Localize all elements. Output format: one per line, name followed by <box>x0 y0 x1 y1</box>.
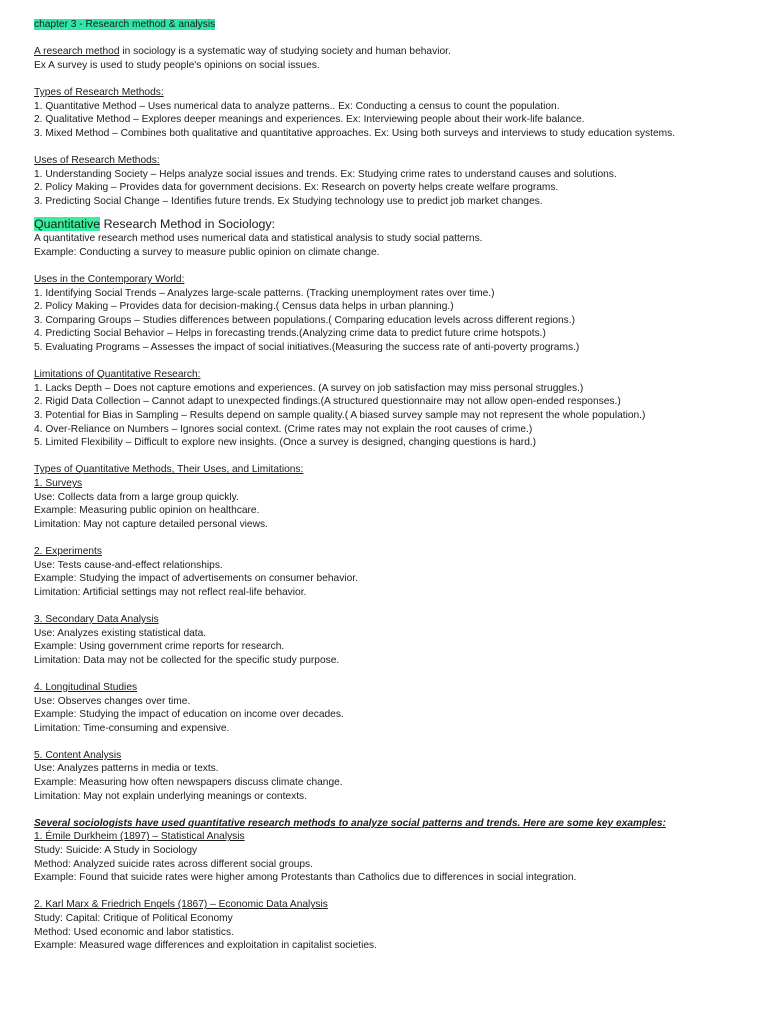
contemporary-item: 4. Predicting Social Behavior – Helps in forecasting trends.(Analyzing crime data to predict future crime hotspots.) <box>34 328 546 340</box>
chapter-title-text: chapter 3 - Research method & analysis <box>34 19 216 30</box>
chapter-title <box>34 18 768 32</box>
quant-example: Example: Conducting a survey to measure public opinion on climate change. <box>34 246 380 258</box>
sociologist-method: Method: Analyzed suicide rates across different social groups. <box>34 858 313 870</box>
method-example: Example: Studying the impact of education on income over decades. <box>34 709 344 721</box>
contemporary-item: 3. Comparing Groups – Studies differences between populations.( Comparing education levels across different regions.) <box>34 314 575 326</box>
types-item: 1. Quantitative Method – Uses numerical data to analyze patterns.. Ex: Conducting a census to count the population. <box>34 100 560 112</box>
contemporary-heading: Uses in the Contemporary World: <box>34 274 185 286</box>
method-example: Example: Using government crime reports for research. <box>34 641 285 653</box>
intro-rest: in sociology is a systematic way of studying society and human behavior. <box>119 46 451 58</box>
sociologist-example: Example: Measured wage differences and exploitation in capitalist societies. <box>34 940 377 952</box>
types-item: 2. Qualitative Method – Explores deeper meanings and experiences. Ex: Interviewing people about their work-life balance. <box>34 114 585 126</box>
method-title: 2. Experiments <box>34 545 102 557</box>
method-limitation: Limitation: Data may not be collected for the specific study purpose. <box>34 654 340 666</box>
method-title: 5. Content Analysis <box>34 749 122 761</box>
method-example: Example: Measuring how often newspapers discuss climate change. <box>34 777 343 789</box>
contemporary-item: 2. Policy Making – Provides data for decision-making.( Census data helps in urban planning.) <box>34 301 454 313</box>
method-limitation: Limitation: Artificial settings may not reflect real-life behavior. <box>34 586 307 598</box>
method-use: Use: Tests cause-and-effect relationships. <box>34 559 223 571</box>
sociologists-heading: Several sociologists have used quantitative research methods to analyze social patterns and trends. Here are some key examples: <box>34 817 666 829</box>
quant-heading-rest: Research Method in Sociology: <box>100 217 276 232</box>
quant-definition: A quantitative research method uses numerical data and statistical analysis to study social patterns. <box>34 233 483 245</box>
method-use: Use: Observes changes over time. <box>34 695 191 707</box>
limitations-item: 3. Potential for Bias in Sampling – Results depend on sample quality.( A biased survey sample may not represent the whole population.) <box>34 410 646 422</box>
types-item: 3. Mixed Method – Combines both qualitative and quantitative approaches. Ex: Using both surveys and interviews to study education systems. <box>34 127 676 139</box>
uses-item: 3. Predicting Social Change – Identifies future trends. Ex Studying technology use to predict job market changes. <box>34 195 543 207</box>
limitations-item: 4. Over-Reliance on Numbers – Ignores social context. (Crime rates may not explain the root causes of crime.) <box>34 423 533 435</box>
contemporary-item: 1. Identifying Social Trends – Analyzes large-scale patterns. (Tracking unemployment rates over time.) <box>34 287 495 299</box>
sociologist-study: Study: Suicide: A Study in Sociology <box>34 845 198 857</box>
method-use: Use: Analyzes patterns in media or texts. <box>34 763 219 775</box>
quant-heading <box>34 216 768 232</box>
uses-item: 1. Understanding Society – Helps analyze social issues and trends. Ex: Studying crime rates to understand causes and solutions. <box>34 168 617 180</box>
method-title: 4. Longitudinal Studies <box>34 681 138 693</box>
limitations-item: 5. Limited Flexibility – Difficult to explore new insights. (Once a survey is designed, changing questions is hard.) <box>34 437 537 449</box>
limitations-item: 2. Rigid Data Collection – Cannot adapt to unexpected findings.(A structured questionnaire may not allow open-ended responses.) <box>34 396 621 408</box>
methods-heading: Types of Quantitative Methods, Their Uses, and Limitations: <box>34 464 304 476</box>
intro-example: Ex A survey is used to study people's opinions on social issues. <box>34 59 320 71</box>
sociologist-study: Study: Capital: Critique of Political Economy <box>34 913 233 924</box>
method-limitation: Limitation: May not capture detailed personal views. <box>34 518 268 530</box>
method-limitation: Limitation: Time-consuming and expensive. <box>34 722 230 734</box>
method-limitation: Limitation: May not explain underlying meanings or contexts. <box>34 790 307 802</box>
method-example: Example: Studying the impact of advertisements on consumer behavior. <box>34 573 358 585</box>
limitations-heading: Limitations of Quantitative Research: <box>34 369 201 381</box>
method-title: 1. Surveys <box>34 478 83 489</box>
types-heading: Types of Research Methods: <box>34 86 164 98</box>
sociologist-example: Example: Found that suicide rates were higher among Protestants than Catholics due to differences in social integration. <box>34 872 577 884</box>
limitations-item: 1. Lacks Depth – Does not capture emotions and experiences. (A survey on job satisfaction may miss personal struggles.) <box>34 382 584 394</box>
intro-definition <box>34 45 768 59</box>
method-use: Use: Analyzes existing statistical data. <box>34 627 207 639</box>
uses-heading: Uses of Research Methods: <box>34 154 160 166</box>
contemporary-item: 5. Evaluating Programs – Assesses the impact of social initiatives.(Measuring the success rate of anti-poverty programs.) <box>34 342 580 354</box>
sociologist-title: 1. Émile Durkheim (1897) – Statistical Analysis <box>34 831 245 843</box>
method-title: 3. Secondary Data Analysis <box>34 613 159 625</box>
intro-term: A research method <box>34 46 120 58</box>
method-example: Example: Measuring public opinion on healthcare. <box>34 505 260 517</box>
method-use: Use: Collects data from a large group quickly. <box>34 491 239 503</box>
sociologist-title: 2. Karl Marx & Friedrich Engels (1867) – Economic Data Analysis <box>34 899 328 911</box>
quant-heading-highlight: Quantitative <box>34 217 101 232</box>
sociologist-method: Method: Used economic and labor statistics. <box>34 926 234 938</box>
uses-item: 2. Policy Making – Provides data for government decisions. Ex: Research on poverty helps create welfare programs. <box>34 182 559 194</box>
